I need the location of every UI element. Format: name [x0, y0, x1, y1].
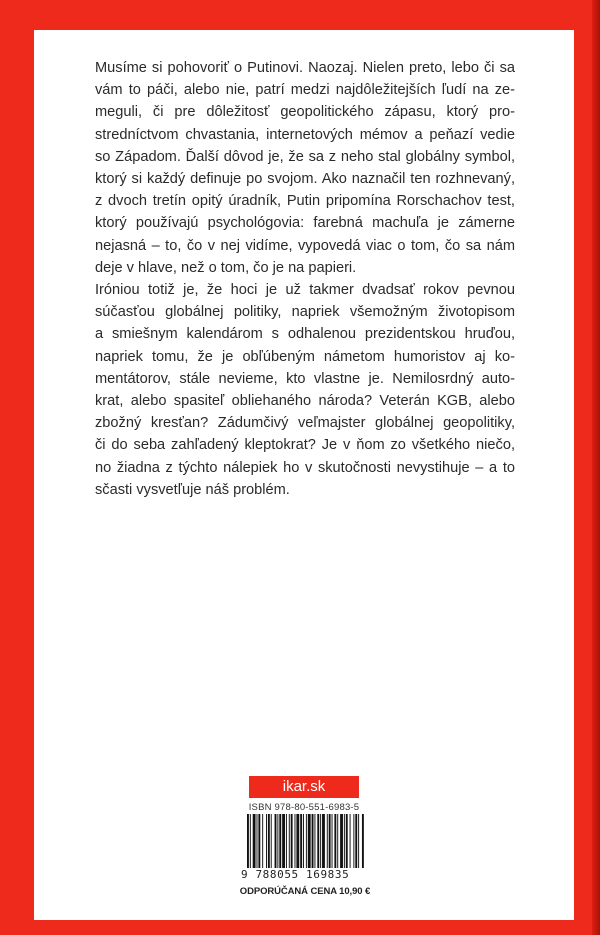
blurb-text [95, 57, 515, 501]
barcode-image [245, 814, 365, 868]
barcode-bar [350, 814, 351, 868]
barcode-bar [353, 814, 354, 868]
barcode-bar [329, 814, 331, 868]
barcode-bar [268, 814, 270, 868]
barcode-bar [314, 814, 315, 868]
text-line: Iróniou totiž je, že hoci je už takmer dvadsať rokov pevnou [95, 282, 515, 299]
barcode-bar [334, 814, 336, 868]
text-line: napriek tomu, že je obľúbeným námetom humoristov aj ko- [95, 348, 515, 365]
text-line: ktorý používajú psychológovia: farebná machuľa je zámerne [95, 215, 515, 232]
barcode-bar [340, 814, 343, 868]
barcode-bar [308, 814, 311, 868]
back-cover-panel [34, 30, 574, 920]
barcode-bar [303, 814, 304, 868]
text-line: ktorý si každý definuje po svojom. Ako naznačil ten rozhnevaný, [95, 171, 515, 188]
barcode-bar [271, 814, 272, 868]
barcode-bar [257, 814, 258, 868]
barcode-bar [266, 814, 267, 868]
text-line: mentátorov, stále nevieme, kto vlastne je. Nemilosrdný auto- [95, 370, 515, 387]
text-line: či do seba zahľadený kleptokrat? Je v ňom zo všetkého niečo, [95, 437, 515, 454]
barcode-bar [262, 814, 263, 868]
barcode-bar [277, 814, 278, 868]
isbn-label: ISBN 978-80-551-6983-5 [248, 802, 360, 813]
text-line: a smiešnym kalendárom s odhalenou prezidentskou hruďou, [95, 326, 515, 343]
barcode-bar [332, 814, 333, 868]
barcode-bar [306, 814, 307, 868]
publisher-logo: ikar.sk [249, 776, 359, 798]
recommended-price: ODPORÚČANÁ CENA 10,90 € [239, 886, 371, 897]
barcode-bar [322, 814, 325, 868]
barcode-bar [289, 814, 290, 868]
barcode-bar [250, 814, 251, 868]
text-line: Musíme si pohovoriť o Putinovi. Naozaj. Nielen preto, lebo či sa [95, 60, 515, 76]
barcode-bar [279, 814, 281, 868]
barcode-bar [247, 814, 249, 868]
barcode-bar [295, 814, 296, 868]
text-line: deje v hlave, než o tom, čo je na papieri. [95, 259, 357, 276]
barcode-bar [337, 814, 338, 868]
barcode-bar [312, 814, 314, 868]
barcode-bar [282, 814, 285, 868]
barcode-bar [286, 814, 287, 868]
text-line: súčasťou globálnej politiky, napriek všemožným životopisom [95, 304, 515, 321]
barcode-bar [362, 814, 364, 868]
text-line: krat, alebo spasiteľ obliehaného národa? Veterán KGB, alebo [95, 393, 515, 410]
text-line: sčasti vysvetľuje náš problém. [95, 481, 290, 498]
barcode-bar [258, 814, 260, 868]
barcode-bar [300, 814, 302, 868]
blurb-paragraph-2 [95, 279, 515, 501]
text-line: zbožný kresťan? Zádumčivý veľmajster globálnej geopolitiky, [95, 415, 515, 432]
barcode-bar [296, 814, 299, 868]
barcode-bar [317, 814, 319, 868]
blurb-paragraph-1 [95, 57, 515, 279]
barcode-bar [346, 814, 348, 868]
barcode-bar [358, 814, 359, 868]
barcode-bar [320, 814, 321, 868]
text-line: nejasná – to, čo v nej vidíme, vypovedá viac o tom, čo sa nám [95, 237, 515, 254]
text-line: no žiadna z týchto nálepiek ho v skutočnosti nevystihuje – a to [95, 459, 515, 476]
barcode-bar [327, 814, 328, 868]
barcode-bar [291, 814, 293, 868]
text-line: meguli, či pre dôležitosť geopolitického zápasu, ktorý pro- [95, 104, 515, 121]
text-line: z dvoch tretín opitý úradník, Putin pripomína Rorschachov test, [95, 193, 515, 210]
barcode-bar [275, 814, 277, 868]
text-line: stredníctvom chvastania, internetových mémov a peňazí vedie [95, 126, 515, 143]
cover-edge [592, 0, 600, 935]
barcode-bar [253, 814, 256, 868]
barcode-bar [344, 814, 345, 868]
text-line: so Západom. Ďalší dôvod je, že sa z neho stal globálny symbol, [95, 148, 515, 165]
barcode-number: 9 788055 169835 [241, 868, 350, 881]
text-line: vám to páči, alebo nie, patrí medzi najdôležitejších ľudí na ze- [95, 82, 515, 99]
barcode-bar [355, 814, 357, 868]
